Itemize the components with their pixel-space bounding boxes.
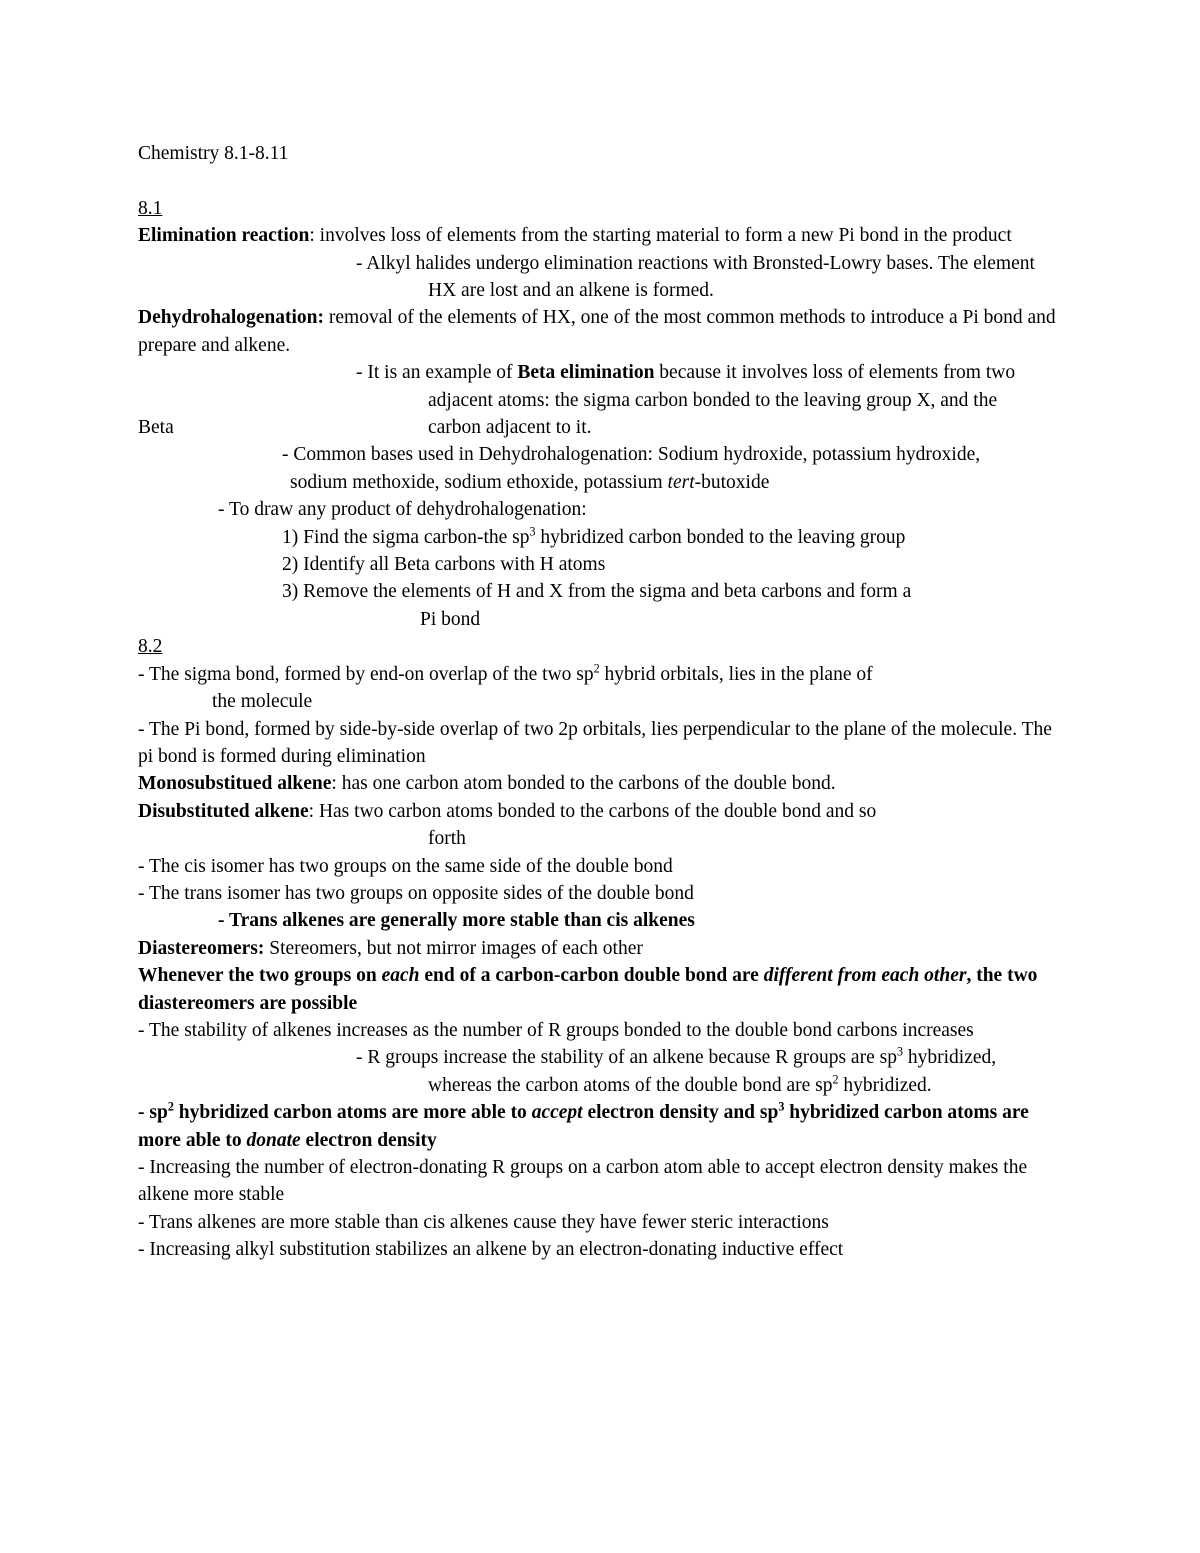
superscript-2: 2: [832, 1072, 839, 1087]
statement-sp-part1: - sp: [138, 1102, 168, 1124]
disubstituted-continuation: [138, 825, 1063, 852]
bullet-increasing-electron-donating: [138, 1154, 1063, 1209]
superscript-3: 3: [529, 524, 536, 539]
section-heading-8-2: [138, 633, 1063, 660]
step-1-lead: 1) Find the sigma carbon-the sp: [282, 526, 530, 548]
bullet-pi-bond-text: - The Pi bond, formed by side-by-side overlap of two 2p orbitals, lies perpendicular to the plane of the molecule. The pi bond is formed during elimination: [138, 718, 1057, 767]
definition-elimination-reaction: [138, 222, 1063, 249]
definition-disubstituted-alkene: [138, 798, 1063, 825]
definition-elimination-reaction-text: : involves loss of elements from the starting material to form a new Pi bond in the product: [309, 225, 1012, 247]
statement-diastereomers-rule: [138, 962, 1063, 1017]
statement-sp-part2: hybridized carbon atoms are more able to: [173, 1102, 532, 1124]
statement-sp-part4: hybridized carbon atoms are more able to: [138, 1102, 1034, 1151]
page-title: Chemistry 8.1-8.11: [138, 143, 289, 164]
bullet-alkyl-halides-text: - Alkyl halides undergo elimination reactions with Bronsted-Lowry bases. The element: [356, 252, 1035, 274]
bullet-base-list: [138, 469, 1063, 496]
bullet-base-list-lead: sodium methoxide, sodium ethoxide, potassium: [290, 471, 668, 493]
bullet-alkyl-substitution-inductive: [138, 1236, 1063, 1263]
bullet-adjacent-atoms: [138, 387, 1063, 414]
bullet-alkyl-substitution-inductive-text: - Increasing alkyl substitution stabilizes an alkene by an electron-donating inductive effect: [138, 1239, 844, 1261]
definition-dehydrohalogenation: [138, 304, 1063, 359]
step-3-remove-elements: [138, 578, 1063, 605]
term-diastereomers: Diastereomers:: [138, 937, 265, 959]
term-elimination-reaction: Elimination reaction: [138, 225, 310, 247]
bullet-sigma-bond-tail: hybrid orbitals, lies in the plane of: [599, 663, 873, 685]
statement-rule-emph-different: different from each other: [763, 965, 967, 987]
bullet-common-bases-text: - Common bases used in Dehydrohalogenation: Sodium hydroxide, potassium hydroxide,: [282, 444, 981, 466]
definition-disubstituted-alkene-text: : Has two carbon atoms bonded to the carbons of the double bond and so: [308, 800, 877, 822]
superscript-3: 3: [896, 1044, 904, 1059]
bullet-trans-fewer-steric: [138, 1209, 1063, 1236]
bullet-r-groups-stability-lead: - R groups increase the stability of an alkene because R groups are sp: [356, 1047, 897, 1069]
statement-sp-part3: electron density and sp: [582, 1102, 779, 1124]
bullet-base-list-tail: -butoxide: [694, 471, 770, 493]
margin-word-beta: Beta: [138, 417, 174, 439]
definition-diastereomers-text: Stereomers, but not mirror images of each other: [264, 937, 643, 959]
bullet-common-bases: [138, 441, 1063, 468]
bullet-r-groups-stability-tail: hybridized,: [903, 1047, 997, 1069]
definition-monosubstituted-alkene-text: : has one carbon atom bonded to the carbons of the double bond.: [331, 773, 836, 795]
bullet-trans-isomer: [138, 880, 1063, 907]
bullet-whereas-carbon-atoms: [138, 1072, 1063, 1099]
term-disubstituted-alkene: Disubstituted alkene: [138, 800, 309, 822]
bullet-stability-increases: [138, 1017, 1063, 1044]
step-1-find-sigma-carbon: [138, 524, 1063, 551]
bullet-trans-fewer-steric-text: - Trans alkenes are more stable than cis alkenes cause they have fewer steric interactions: [138, 1211, 829, 1233]
bullet-whereas-tail: hybridized.: [838, 1074, 932, 1096]
bullet-the-molecule-text: the molecule: [212, 691, 313, 713]
step-3-continuation: [138, 606, 1063, 633]
bullet-beta-elimination-lead: - It is an example of: [356, 362, 518, 384]
bullet-carbon-adjacent: [138, 414, 1063, 441]
section-heading-8-2-label: 8.2: [138, 636, 163, 658]
bullet-trans-more-stable-text: - Trans alkenes are generally more stable than cis alkenes: [218, 910, 695, 932]
bullet-sigma-bond-lead: - The sigma bond, formed by end-on overlap of the two sp: [138, 663, 594, 685]
bullet-carbon-adjacent-text: carbon adjacent to it.: [428, 417, 592, 439]
statement-sp-part5: electron density: [300, 1129, 437, 1151]
bullet-hx-lost-text: HX are lost and an alkene is formed.: [428, 280, 714, 302]
statement-rule-part3: , the two diastereomers are possible: [138, 965, 1043, 1014]
bullet-increasing-electron-donating-text: - Increasing the number of electron-donating R groups on a carbon atom able to accept electron density makes the alkene more stable: [138, 1157, 1032, 1206]
step-3-continuation-text: Pi bond: [420, 608, 481, 630]
statement-rule-emph-each: each: [381, 965, 420, 987]
bullet-stability-increases-text: - The stability of alkenes increases as the number of R groups bonded to the double bond carbons increases: [138, 1019, 974, 1041]
bullet-hx-lost: [138, 277, 1063, 304]
bullet-draw-product-text: - To draw any product of dehydrohalogenation:: [218, 499, 587, 521]
bullet-trans-more-stable: [138, 907, 1063, 934]
bullet-sigma-bond: [138, 661, 1063, 688]
bullet-trans-isomer-text: - The trans isomer has two groups on opposite sides of the double bond: [138, 882, 694, 904]
disubstituted-continuation-text: forth: [428, 828, 466, 850]
bullet-alkyl-halides: [138, 250, 1063, 277]
bullet-draw-product: [138, 496, 1063, 523]
term-dehydrohalogenation: Dehydrohalogenation:: [138, 307, 324, 329]
superscript-2: 2: [593, 661, 600, 676]
beta-overlay-row: [138, 414, 1063, 441]
bullet-pi-bond: [138, 716, 1063, 771]
bullet-the-molecule: [138, 688, 1063, 715]
bullet-adjacent-atoms-text: adjacent atoms: the sigma carbon bonded to the leaving group X, and the: [428, 389, 998, 411]
section-heading-8-1: [138, 195, 1063, 222]
superscript-2: 2: [167, 1099, 174, 1114]
bullet-beta-elimination-example: [138, 359, 1063, 386]
definition-diastereomers: [138, 935, 1063, 962]
step-2-text: 2) Identify all Beta carbons with H atoms: [282, 554, 606, 576]
bullet-cis-isomer-text: - The cis isomer has two groups on the same side of the double bond: [138, 855, 673, 877]
section-heading-8-1-label: 8.1: [138, 197, 163, 219]
bullet-cis-isomer: [138, 853, 1063, 880]
statement-sp-emph-accept: accept: [531, 1102, 583, 1124]
definition-monosubstituted-alkene: [138, 770, 1063, 797]
bullet-r-groups-stability: [138, 1044, 1063, 1071]
spacer: [138, 167, 1063, 194]
step-3-text: 3) Remove the elements of H and X from the sigma and beta carbons and form a: [282, 581, 912, 603]
superscript-3: 3: [778, 1099, 785, 1114]
bullet-whereas-lead: whereas the carbon atoms of the double bond are sp: [428, 1074, 833, 1096]
statement-sp-emph-donate: donate: [246, 1129, 301, 1151]
term-beta-elimination: Beta elimination: [517, 362, 655, 384]
term-tert: tert: [667, 471, 695, 493]
statement-sp-hybridization: [138, 1099, 1063, 1154]
term-monosubstituted-alkene: Monosubstitued alkene: [138, 773, 332, 795]
statement-rule-part1: Whenever the two groups on: [138, 965, 382, 987]
document-body: [138, 140, 1063, 1264]
step-1-tail: hybridized carbon bonded to the leaving group: [535, 526, 906, 548]
definition-dehydrohalogenation-text: removal of the elements of HX, one of the most common methods to introduce a Pi bond and prepare and alkene.: [138, 307, 1061, 356]
bullet-beta-elimination-tail: because it involves loss of elements from two: [654, 362, 1016, 384]
step-2-identify-beta-carbons: [138, 551, 1063, 578]
statement-rule-part2: end of a carbon-carbon double bond are: [419, 965, 764, 987]
